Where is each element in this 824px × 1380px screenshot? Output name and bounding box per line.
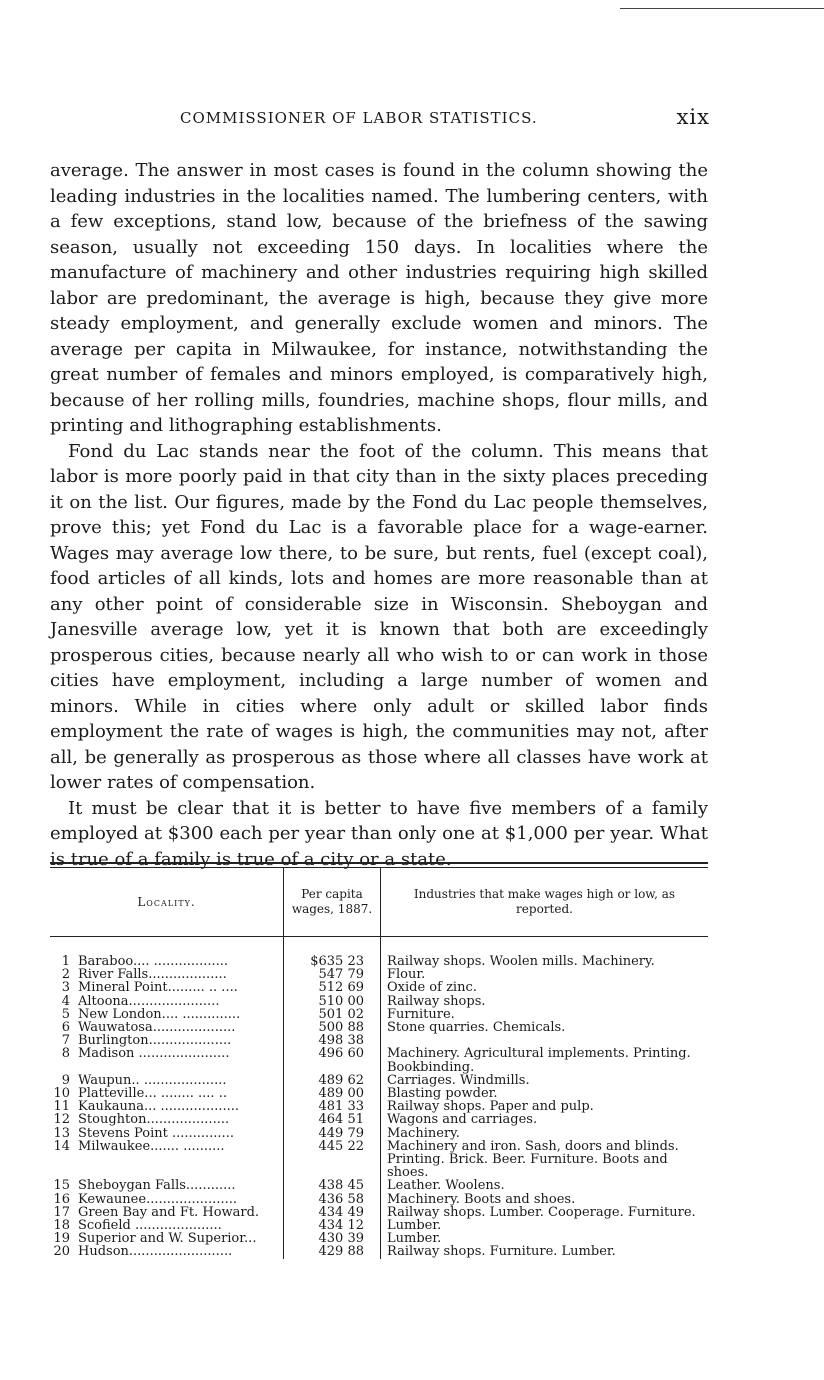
locality-name: Burlington....................: [78, 1033, 232, 1049]
wage-cell: 434 49: [284, 1206, 381, 1219]
wage-cell: 445 22: [284, 1140, 381, 1180]
wage-cell: 464 51: [284, 1113, 381, 1126]
rank-number: 5: [61, 1006, 70, 1022]
rank-number: 3: [61, 980, 70, 996]
industries-cell: Blasting powder.: [387, 1086, 498, 1102]
locality-name: Hudson.........................: [78, 1244, 233, 1260]
wage-cell: 430 39: [284, 1232, 381, 1245]
locality-name: Mineral Point......... .. ....: [78, 980, 238, 996]
rank-number: 18: [53, 1218, 70, 1234]
wages-header: Per capita wages, 1887.: [284, 868, 381, 937]
industries-cell: Wagons and carriages.: [387, 1112, 538, 1128]
rank-number: 20: [53, 1244, 70, 1260]
wage-cell: 489 00: [284, 1087, 381, 1100]
locality-name: Waupun.. ....................: [78, 1072, 227, 1088]
wage-cell: 512 69: [284, 981, 381, 994]
wage-cell: 429 88: [284, 1245, 381, 1258]
rank-number: 15: [53, 1178, 70, 1194]
locality-name: Stoughton....................: [78, 1112, 230, 1128]
wage-cell: 501 02: [284, 1008, 381, 1021]
table-row: [50, 1140, 708, 1180]
rank-number: 1: [61, 954, 70, 969]
locality-name: Sheboygan Falls............: [78, 1178, 236, 1194]
industries-cell: Machinery. Agricultural implements. Printing. Bookbinding.: [387, 1046, 691, 1075]
paragraph: It must be clear that it is better to have five members of a family employed at $300 each per year than only one at $1,000 per year. What is true of a family is true of a city or a state.: [50, 797, 708, 870]
page-number: xix: [676, 105, 710, 129]
industries-cell: Machinery and iron. Sash, doors and blinds. Printing. Brick. Beer. Furniture. Boots and shoes.: [387, 1138, 679, 1181]
industries-cell: Railway shops.: [387, 993, 486, 1009]
rank-number: 16: [53, 1191, 70, 1207]
industries-cell: Railway shops. Furniture. Lumber.: [387, 1244, 616, 1260]
paragraph: average. The answer in most cases is found in the column showing the leading industries in the localities named. The lumbering centers, with a few exceptions, stand low, because of the briefness of the sawing season, usually not exceeding 150 days. In localities where the manufacture of machinery and other industries requiring high skilled labor are predominant, the average is high, because they give more steady employment, and generally exclude women and minors. The average per capita in Milwaukee, for instance, notwithstanding the great number of females and minors employed, is comparatively high, because of her rolling mills, foundries, machine shops, flour mills, and printing and lithographing establishments.: [50, 160, 708, 436]
rank-number: 17: [53, 1204, 70, 1220]
industries-cell: Machinery. Boots and shoes.: [387, 1191, 576, 1207]
wages-table: [50, 862, 708, 1259]
rank-number: 2: [61, 967, 70, 983]
industries-cell: Flour.: [387, 967, 426, 983]
locality-name: Baraboo.... ..................: [78, 954, 229, 969]
wage-cell: 436 58: [284, 1193, 381, 1206]
locality-name: Kewaunee......................: [78, 1191, 237, 1207]
rank-number: 14: [53, 1138, 70, 1154]
locality-name: Wauwatosa....................: [78, 1020, 236, 1036]
wage-cell: 496 60: [284, 1047, 381, 1073]
locality-name: Milwaukee....... ..........: [78, 1138, 225, 1154]
locality-cell: [50, 1245, 284, 1258]
rank-number: 8: [61, 1046, 70, 1062]
locality-name: River Falls...................: [78, 967, 227, 983]
rank-number: 12: [53, 1112, 70, 1128]
industries-cell: Lumber.: [387, 1231, 442, 1247]
locality-cell: [50, 1047, 284, 1073]
rank-number: 7: [61, 1033, 70, 1049]
locality-name: Superior and W. Superior...: [78, 1231, 257, 1247]
industries-cell: Furniture.: [387, 1006, 455, 1022]
rank-number: 11: [53, 1099, 70, 1115]
top-edge-rule: [620, 8, 824, 9]
rank-number: 13: [53, 1125, 70, 1141]
locality-header: Locality.: [50, 868, 284, 937]
wage-cell: 449 79: [284, 1127, 381, 1140]
table-row: [50, 1245, 708, 1258]
locality-name: Platteville... ........ .... ..: [78, 1086, 227, 1102]
locality-name: Stevens Point ...............: [78, 1125, 234, 1141]
wage-cell: 498 38: [284, 1034, 381, 1047]
wage-cell: 438 45: [284, 1179, 381, 1192]
industries-cell: Lumber.: [387, 1218, 442, 1234]
industries-header: Industries that make wages high or low, as reported.: [381, 868, 709, 937]
body-text: [50, 158, 708, 872]
wages-table-grid: [50, 868, 708, 1259]
locality-name: Scofield .....................: [78, 1218, 222, 1234]
paragraph: Fond du Lac stands near the foot of the column. This means that labor is more poorly paid in that city than in the sixty places preceding it on the list. Our figures, made by the Fond du Lac people themselves, prove this; yet Fond du Lac is a favorable place for a wage-earner. Wages may average low there, to be sure, but rents, fuel (except coal), food articles of all kinds, lots and homes are more reasonable than at any other point of considerable size in Wisconsin. Sheboygan and Janesville average low, yet it is known that both are exceedingly prosperous cities, because nearly all who wish to or can work in those cities have employment, including a large number of women and minors. While in cities where only adult or skilled labor finds employment the rate of wages is high, the communities may not, after all, be generally as prosperous as those where all classes have work at lower rates of compensation.: [50, 440, 708, 793]
industries-cell: Carriages. Windmills.: [387, 1072, 530, 1088]
industries-cell: Stone quarries. Chemicals.: [387, 1020, 566, 1036]
wage-cell: $635 23: [284, 955, 381, 968]
industries-cell: Railway shops. Woolen mills. Machinery.: [387, 954, 655, 969]
locality-name: Green Bay and Ft. Howard.: [78, 1204, 260, 1220]
table-header-row: [50, 868, 708, 937]
rank-number: 9: [61, 1072, 70, 1088]
running-title: COMMISSIONER OF LABOR STATISTICS.: [180, 109, 538, 127]
industries-cell: Railway shops. Paper and pulp.: [387, 1099, 594, 1115]
wage-cell: 489 62: [284, 1074, 381, 1087]
industries-cell: Railway shops. Lumber. Cooperage. Furniture.: [387, 1204, 696, 1220]
locality-cell: [50, 1140, 284, 1180]
locality-name: Madison ......................: [78, 1046, 230, 1062]
locality-name: Altoona......................: [78, 993, 220, 1009]
industries-cell: Oxide of zinc.: [387, 980, 477, 996]
table-spacer: [50, 937, 708, 956]
wage-cell: 510 00: [284, 995, 381, 1008]
rank-number: 4: [61, 993, 70, 1009]
table-row: [50, 1047, 708, 1073]
rank-number: 6: [61, 1020, 70, 1036]
rank-number: 10: [53, 1086, 70, 1102]
rank-number: 19: [53, 1231, 70, 1247]
wage-cell: 434 12: [284, 1219, 381, 1232]
wage-cell: 500 88: [284, 1021, 381, 1034]
locality-name: Kaukauna... ...................: [78, 1099, 240, 1115]
page-header: [50, 105, 710, 135]
industries-cell: Leather. Woolens.: [387, 1178, 505, 1194]
wage-cell: 481 33: [284, 1100, 381, 1113]
wage-cell: 547 79: [284, 968, 381, 981]
locality-name: New London.... ..............: [78, 1006, 241, 1022]
industries-cell: Machinery.: [387, 1125, 460, 1141]
